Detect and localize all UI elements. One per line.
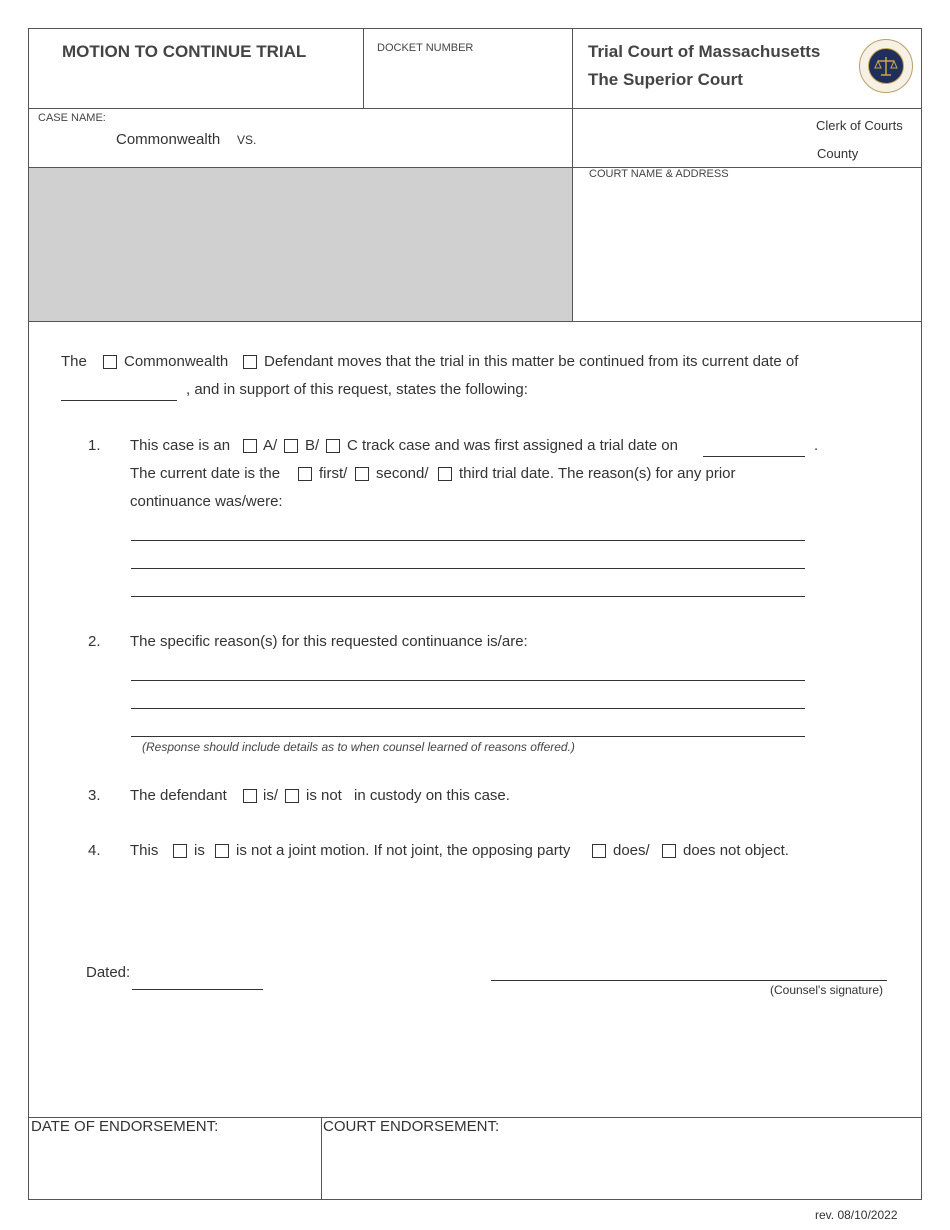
court-address-field[interactable] [588, 185, 913, 315]
court-subtitle: The Superior Court [588, 70, 743, 89]
county-field[interactable] [590, 140, 810, 162]
docket-number-label: DOCKET NUMBER [377, 42, 474, 54]
scales-icon [868, 48, 904, 84]
intro-support-text: , and in support of this request, states the following: [186, 381, 528, 398]
case-name-label: CASE NAME: [38, 112, 106, 124]
reason-line-2[interactable] [131, 708, 805, 709]
item1-text: This case is an [130, 437, 231, 454]
dated-label: Dated: [86, 964, 131, 981]
joint-is-checkbox[interactable] [173, 844, 187, 858]
divider [321, 1117, 322, 1200]
track-c-text: C track case and was first assigned a trial date on [347, 437, 678, 454]
first-label: first/ [319, 465, 348, 482]
is-label: is/ [263, 787, 278, 804]
item-number: 4. [88, 842, 101, 859]
dated-field[interactable] [132, 989, 263, 990]
revision-date: rev. 08/10/2022 [815, 1208, 898, 1222]
in-custody-is-checkbox[interactable] [243, 789, 257, 803]
item2-text: The specific reason(s) for this requested continuance is/are: [130, 633, 528, 650]
divider [572, 28, 573, 321]
first-checkbox[interactable] [298, 467, 312, 481]
does-not-object-checkbox[interactable] [662, 844, 676, 858]
plaintiff-name: Commonwealth [116, 131, 221, 148]
does-not-object-label: does not object. [683, 842, 789, 859]
is-not-label: is not [306, 787, 342, 804]
defendant-checkbox[interactable] [243, 355, 257, 369]
reason-line-1[interactable] [131, 680, 805, 681]
item3-text: in custody on this case. [354, 787, 510, 804]
divider [28, 108, 922, 109]
court-seal-logo [859, 39, 913, 93]
does-object-checkbox[interactable] [592, 844, 606, 858]
track-a-label: A/ [263, 437, 278, 454]
third-checkbox[interactable] [438, 467, 452, 481]
track-a-checkbox[interactable] [243, 439, 257, 453]
county-label: County [817, 146, 859, 161]
item-number: 1. [88, 437, 101, 454]
divider [28, 321, 922, 322]
prior-reason-line-3[interactable] [131, 596, 805, 597]
vs-label: VS. [237, 133, 257, 147]
track-b-label: B/ [305, 437, 320, 454]
does-label: does/ [613, 842, 650, 859]
prior-reason-line-1[interactable] [131, 540, 805, 541]
form-title: MOTION TO CONTINUE TRIAL [62, 42, 307, 61]
is-label: is [194, 842, 205, 859]
court-address-label: COURT NAME & ADDRESS [589, 168, 729, 180]
item4-text: This [130, 842, 159, 859]
counsel-signature-label: (Counsel's signature) [770, 983, 884, 997]
item-number: 3. [88, 787, 101, 804]
shaded-area [29, 168, 572, 321]
joint-is-not-checkbox[interactable] [215, 844, 229, 858]
second-checkbox[interactable] [355, 467, 369, 481]
track-c-checkbox[interactable] [326, 439, 340, 453]
item1-period: . [814, 437, 819, 454]
clerk-of-courts-label: Clerk of Courts [816, 118, 903, 133]
commonwealth-checkbox[interactable] [103, 355, 117, 369]
item4-text: is not a joint motion. If not joint, the opposing party [236, 842, 571, 859]
item3-text: The defendant [130, 787, 227, 804]
first-trial-date-field[interactable] [703, 456, 805, 457]
item-number: 2. [88, 633, 101, 650]
defendant-name-field[interactable] [265, 125, 565, 159]
prior-reason-line-2[interactable] [131, 568, 805, 569]
reason-line-3[interactable] [131, 736, 805, 737]
third-text: third trial date. The reason(s) for any prior [459, 465, 736, 482]
item1-text: continuance was/were: [130, 493, 283, 510]
track-b-checkbox[interactable] [284, 439, 298, 453]
item1-text: The current date is the [130, 465, 281, 482]
court-endorsement-field[interactable] [324, 1140, 918, 1198]
in-custody-is-not-checkbox[interactable] [285, 789, 299, 803]
divider [363, 28, 364, 108]
intro-the: The [61, 353, 87, 370]
court-endorsement-label: COURT ENDORSEMENT: [323, 1118, 500, 1135]
court-title: Trial Court of Massachusetts [588, 42, 821, 61]
intro-commonwealth: Commonwealth [124, 353, 229, 370]
second-label: second/ [376, 465, 429, 482]
date-of-endorsement-field[interactable] [30, 1140, 318, 1198]
date-of-endorsement-label: DATE OF ENDORSEMENT: [31, 1118, 219, 1135]
counsel-signature-field[interactable] [491, 980, 887, 981]
current-date-field[interactable] [61, 400, 177, 401]
docket-number-field[interactable] [374, 60, 564, 100]
reason-note: (Response should include details as to when counsel learned of reasons offered.) [142, 740, 575, 754]
intro-defendant-text: Defendant moves that the trial in this matter be continued from its current date of [264, 353, 799, 370]
